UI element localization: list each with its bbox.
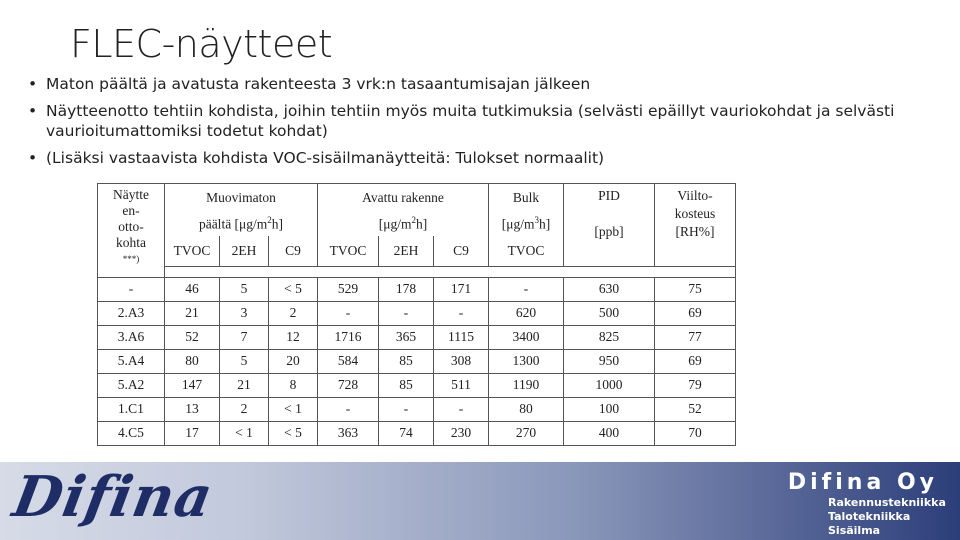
company-logo: Difina bbox=[8, 464, 219, 530]
table-cell: 825 bbox=[564, 325, 655, 349]
table-cell: 21 bbox=[220, 373, 269, 397]
table-cell: 52 bbox=[165, 325, 220, 349]
table-cell: 1190 bbox=[489, 373, 564, 397]
header-bulk: Bulk $[\mu g/m^3h]$ bbox=[489, 184, 564, 236]
table-cell: 3400 bbox=[489, 325, 564, 349]
service-line: Talotekniikka bbox=[828, 510, 911, 523]
table-cell: 147 bbox=[165, 373, 220, 397]
header-sample-point: Näytte en- otto- kohta ***) bbox=[98, 184, 165, 278]
table-cell: < 5 bbox=[269, 421, 318, 445]
company-name: Difina Oy bbox=[787, 470, 938, 495]
table-cell: 1716 bbox=[318, 325, 379, 349]
table-cell: 230 bbox=[434, 421, 489, 445]
table-cell: - bbox=[318, 397, 379, 421]
table-cell: 5 bbox=[220, 349, 269, 373]
bullet-item: • (Lisäksi vastaavista kohdista VOC-sisäilmanäytteitä: Tulokset normaalit) bbox=[28, 148, 928, 168]
header-rh: Viilto- kosteus [RH%] bbox=[655, 184, 736, 267]
header-opened-structure: Avattu rakenne $[\mu g/m^2h]$ bbox=[318, 184, 489, 236]
table-cell: 85 bbox=[379, 349, 434, 373]
table-cell: < 1 bbox=[220, 421, 269, 445]
table-cell: 2 bbox=[269, 301, 318, 325]
table-cell: 308 bbox=[434, 349, 489, 373]
table-cell: 17 bbox=[165, 421, 220, 445]
table-cell: 77 bbox=[655, 325, 736, 349]
header-pid: PID [ppb] bbox=[564, 184, 655, 267]
table-cell: 75 bbox=[655, 277, 736, 301]
table-cell: - bbox=[434, 397, 489, 421]
footer-banner bbox=[0, 462, 960, 540]
bullet-list bbox=[28, 74, 928, 175]
table-cell: 3 bbox=[220, 301, 269, 325]
table-cell: 5.A4 bbox=[98, 349, 165, 373]
table-cell: 80 bbox=[165, 349, 220, 373]
table-cell: 7 bbox=[220, 325, 269, 349]
table-row bbox=[98, 325, 736, 349]
table-cell: 1300 bbox=[489, 349, 564, 373]
table-cell: 100 bbox=[564, 397, 655, 421]
table-cell: < 5 bbox=[269, 277, 318, 301]
bullet-item: • Näytteenotto tehtiin kohdista, joihin tehtiin myös muita tutkimuksia (selvästi epäillyt vauriokohdat ja selvästi vaurioitumattomiksi todetut kohdat) bbox=[28, 101, 928, 141]
table-cell: 584 bbox=[318, 349, 379, 373]
table-row bbox=[98, 397, 736, 421]
table-cell: 4.C5 bbox=[98, 421, 165, 445]
table-cell: 5 bbox=[220, 277, 269, 301]
table-cell: 620 bbox=[489, 301, 564, 325]
table-cell: - bbox=[434, 301, 489, 325]
table-cell: 2 bbox=[220, 397, 269, 421]
subheader-tvoc: TVOC bbox=[489, 236, 564, 267]
table-cell: 529 bbox=[318, 277, 379, 301]
table-cell: 5.A2 bbox=[98, 373, 165, 397]
table-cell: - bbox=[489, 277, 564, 301]
slide-title: FLEC-näytteet bbox=[70, 22, 333, 66]
table-cell: 1.C1 bbox=[98, 397, 165, 421]
table-cell: 21 bbox=[165, 301, 220, 325]
subheader-c9: C9 bbox=[434, 236, 489, 267]
table-cell: 52 bbox=[655, 397, 736, 421]
table-cell: 85 bbox=[379, 373, 434, 397]
flec-results-table bbox=[97, 183, 736, 446]
table-cell: - bbox=[318, 301, 379, 325]
table-cell: 500 bbox=[564, 301, 655, 325]
service-line: Rakennustekniikka bbox=[828, 496, 946, 509]
table-row bbox=[98, 301, 736, 325]
table-cell: 69 bbox=[655, 349, 736, 373]
table-cell: 74 bbox=[379, 421, 434, 445]
bullet-item: • Maton päältä ja avatusta rakenteesta 3 vrk:n tasaantumisajan jälkeen bbox=[28, 74, 928, 94]
table-row bbox=[98, 373, 736, 397]
table-cell: 12 bbox=[269, 325, 318, 349]
company-services bbox=[828, 496, 946, 538]
subheader-tvoc: TVOC bbox=[165, 236, 220, 267]
service-line: Sisäilma bbox=[828, 524, 881, 537]
table-cell: 1115 bbox=[434, 325, 489, 349]
table-cell: < 1 bbox=[269, 397, 318, 421]
table-cell: 178 bbox=[379, 277, 434, 301]
table-cell: 80 bbox=[489, 397, 564, 421]
subheader-c9: C9 bbox=[269, 236, 318, 267]
table-cell: 69 bbox=[655, 301, 736, 325]
table-row bbox=[98, 421, 736, 445]
table-cell: 728 bbox=[318, 373, 379, 397]
table-cell: 171 bbox=[434, 277, 489, 301]
table-cell: 3.A6 bbox=[98, 325, 165, 349]
subheader-2eh: 2EH bbox=[220, 236, 269, 267]
table-cell: 70 bbox=[655, 421, 736, 445]
subheader-2eh: 2EH bbox=[379, 236, 434, 267]
table-cell: - bbox=[379, 397, 434, 421]
table-cell: - bbox=[379, 301, 434, 325]
table-cell: 270 bbox=[489, 421, 564, 445]
table-cell: 2.A3 bbox=[98, 301, 165, 325]
subheader-tvoc: TVOC bbox=[318, 236, 379, 267]
table-cell: 630 bbox=[564, 277, 655, 301]
table-cell: 79 bbox=[655, 373, 736, 397]
table-cell: 511 bbox=[434, 373, 489, 397]
header-mat-surface: Muovimaton päältä $[\mu g/m^2h]$ bbox=[165, 184, 318, 236]
table-cell: 365 bbox=[379, 325, 434, 349]
table-row bbox=[98, 277, 736, 301]
table-cell: 950 bbox=[564, 349, 655, 373]
table-cell: 13 bbox=[165, 397, 220, 421]
table-cell: 8 bbox=[269, 373, 318, 397]
table-cell: 400 bbox=[564, 421, 655, 445]
table-cell: 20 bbox=[269, 349, 318, 373]
table-row bbox=[98, 349, 736, 373]
table-cell: 1000 bbox=[564, 373, 655, 397]
table-cell: - bbox=[98, 277, 165, 301]
table-cell: 363 bbox=[318, 421, 379, 445]
table-cell: 46 bbox=[165, 277, 220, 301]
